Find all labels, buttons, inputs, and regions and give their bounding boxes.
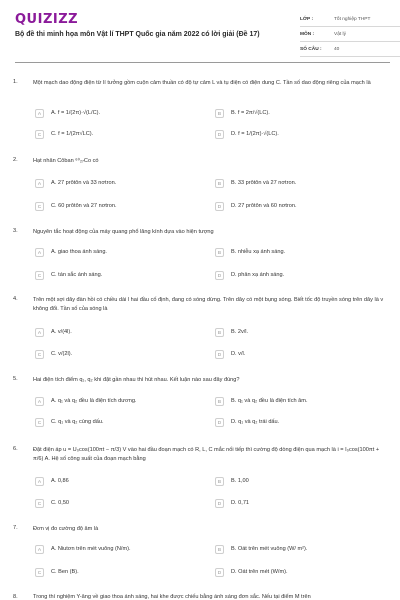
option-text: C. 0,50: [51, 500, 70, 506]
option-a[interactable]: [35, 328, 210, 338]
option-letter-badge: C: [35, 418, 44, 427]
option-text: C. tán sắc ánh sáng.: [51, 272, 103, 278]
option-text: A. giao thoa ánh sáng.: [51, 249, 107, 255]
option-text: A. 27 prôtôn và 33 nơtron.: [51, 180, 117, 186]
option-c[interactable]: [35, 271, 210, 281]
meta-key: SỐ CÂU :: [300, 46, 322, 52]
option-c[interactable]: [35, 130, 210, 140]
question-text: Đơn vị đo cường độ âm là: [33, 526, 99, 532]
option-c[interactable]: [35, 499, 210, 509]
option-letter-badge: A: [35, 328, 44, 337]
option-letter-badge: B: [215, 179, 224, 188]
meta-row-count: [300, 42, 400, 57]
option-text: C. q₁ và q₂ cùng dấu.: [51, 419, 104, 425]
option-a[interactable]: [35, 248, 210, 258]
option-text: D. f = 1/(2π)·√(LC).: [231, 131, 279, 137]
option-a[interactable]: [35, 477, 210, 487]
meta-row-subject: [300, 27, 400, 42]
option-text: B. f = 2π/√(LC).: [231, 110, 270, 116]
option-b[interactable]: [215, 109, 390, 119]
option-b[interactable]: [215, 397, 390, 407]
option-d[interactable]: [215, 130, 390, 140]
option-letter-badge: C: [35, 130, 44, 139]
worksheet-header: [0, 0, 400, 60]
option-text: D. v/l.: [231, 351, 246, 357]
option-b[interactable]: [215, 477, 390, 487]
option-text: A. q₁ và q₂ đều là điện tích dương.: [51, 398, 137, 404]
option-a[interactable]: [35, 545, 210, 555]
option-letter-badge: D: [215, 130, 224, 139]
option-text: D. Oát trên mét (W/m).: [231, 569, 288, 575]
question-number: 4.: [13, 296, 18, 302]
header-divider: [15, 62, 390, 63]
option-d[interactable]: [215, 499, 390, 509]
question-number: 1.: [13, 79, 18, 85]
question-text: Trong thí nghiệm Y-âng về giao thoa ánh sáng, hai khe được chiếu bằng ánh sáng đơn sắc. Nếu tại điểm M trên: [33, 594, 311, 600]
option-c[interactable]: [35, 418, 210, 428]
option-letter-badge: D: [215, 271, 224, 280]
quizizz-logo: QUIZIZZ: [15, 12, 79, 27]
option-text: D. phản xạ ánh sáng.: [231, 272, 285, 278]
option-letter-badge: B: [215, 477, 224, 486]
option-d[interactable]: [215, 568, 390, 578]
option-letter-badge: C: [35, 271, 44, 280]
option-b[interactable]: [215, 248, 390, 258]
option-a[interactable]: [35, 109, 210, 119]
option-c[interactable]: [35, 568, 210, 578]
meta-key: LỚP :: [300, 16, 314, 22]
option-text: B. 1,00: [231, 478, 249, 484]
option-text: C. 60 prôtôn và 27 nơtron.: [51, 203, 117, 209]
question-number: 8.: [13, 594, 18, 600]
option-d[interactable]: [215, 350, 390, 360]
option-b[interactable]: [215, 328, 390, 338]
option-letter-badge: B: [215, 328, 224, 337]
option-letter-badge: A: [35, 179, 44, 188]
worksheet-meta: [300, 12, 400, 57]
option-letter-badge: D: [215, 499, 224, 508]
option-letter-badge: B: [215, 109, 224, 118]
option-d[interactable]: [215, 271, 390, 281]
option-c[interactable]: [35, 202, 210, 212]
meta-value: Tốt nghiệp THPT: [334, 16, 371, 22]
option-letter-badge: A: [35, 397, 44, 406]
question-text: Một mạch dao động điện từ lí tưởng gồm cuộn cảm thuần có độ tự cảm L và tụ điện có điện dung C. Tần số dao động riêng của mạch là: [33, 80, 371, 86]
option-letter-badge: C: [35, 350, 44, 359]
meta-key: MÔN :: [300, 31, 315, 37]
option-letter-badge: D: [215, 568, 224, 577]
option-text: A. v/(4l).: [51, 329, 72, 335]
option-text: B. q₁ và q₂ đều là điện tích âm.: [231, 398, 308, 404]
option-letter-badge: A: [35, 545, 44, 554]
option-text: D. 0,71: [231, 500, 250, 506]
option-a[interactable]: [35, 179, 210, 189]
option-b[interactable]: [215, 179, 390, 189]
option-b[interactable]: [215, 545, 390, 555]
meta-value: Vật lý: [334, 31, 346, 37]
option-text: C. v/(2l).: [51, 351, 73, 357]
meta-row-class: [300, 12, 400, 27]
option-letter-badge: D: [215, 418, 224, 427]
option-letter-badge: C: [35, 568, 44, 577]
meta-value: 40: [334, 46, 340, 52]
option-text: B. 2v/l.: [231, 329, 249, 335]
option-letter-badge: B: [215, 248, 224, 257]
option-letter-badge: B: [215, 545, 224, 554]
question-number: 2.: [13, 157, 18, 163]
question-number: 5.: [13, 376, 18, 382]
option-text: B. nhiễu xạ ánh sáng.: [231, 249, 286, 255]
document-title: Bộ đề thi minh họa môn Vật lí THPT Quốc gia năm 2022 có lời giải (Đề 17): [15, 31, 260, 38]
option-letter-badge: D: [215, 350, 224, 359]
question-number: 7.: [13, 525, 18, 531]
option-a[interactable]: [35, 397, 210, 407]
option-letter-badge: A: [35, 109, 44, 118]
option-c[interactable]: [35, 350, 210, 360]
option-text: A. 0,86: [51, 478, 69, 484]
option-text: A. Niutơn trên mét vuông (N/m).: [51, 546, 131, 552]
question-text: Trên một sợi dây đàn hồi có chiều dài l hai đầu cố định, đang có sóng dừng. Trên dây có một bụng sóng. Biết tốc độ truyền sóng trên dây là v không đổi. Tần số của sóng là: [33, 297, 384, 312]
option-letter-badge: B: [215, 397, 224, 406]
option-d[interactable]: [215, 202, 390, 212]
question-number: 6.: [13, 446, 18, 452]
option-text: B. 33 prôtôn và 27 nơtron.: [231, 180, 297, 186]
option-text: A. f = 1/(2π)·√(L/C).: [51, 110, 101, 116]
option-letter-badge: C: [35, 202, 44, 211]
option-letter-badge: A: [35, 477, 44, 486]
option-letter-badge: A: [35, 248, 44, 257]
option-text: B. Oát trên mét vuông (W/ m²).: [231, 546, 308, 552]
option-d[interactable]: [215, 418, 390, 428]
option-text: D. q₁ và q₂ trái dấu.: [231, 419, 280, 425]
option-text: C. f = 1/(2π√LC).: [51, 131, 94, 137]
question-number: 3.: [13, 228, 18, 234]
option-text: C. Ben (B).: [51, 569, 79, 575]
question-text: Đặt điện áp u = U₀cos(100πt − π/3) V vào hai đầu đoạn mạch có R, L, C mắc nối tiếp thì cường độ dòng điện qua mạch là i = I₀cos(100πt + π/6) A. Hệ số công suất của đoạn mạch bằng: [33, 447, 380, 462]
question-text: Hạt nhân Côban ⁶⁰₂₇Co có: [33, 158, 99, 164]
option-text: D. 27 prôtôn và 60 nơtron.: [231, 203, 297, 209]
question-text: Nguyên tắc hoạt động của máy quang phổ lăng kính dựa vào hiện tượng: [33, 229, 214, 235]
question-text: Hai điện tích điểm q₁, q₂ khi đặt gần nhau thì hút nhau. Kết luận nào sau đây đúng?: [33, 377, 240, 383]
option-letter-badge: C: [35, 499, 44, 508]
option-letter-badge: D: [215, 202, 224, 211]
